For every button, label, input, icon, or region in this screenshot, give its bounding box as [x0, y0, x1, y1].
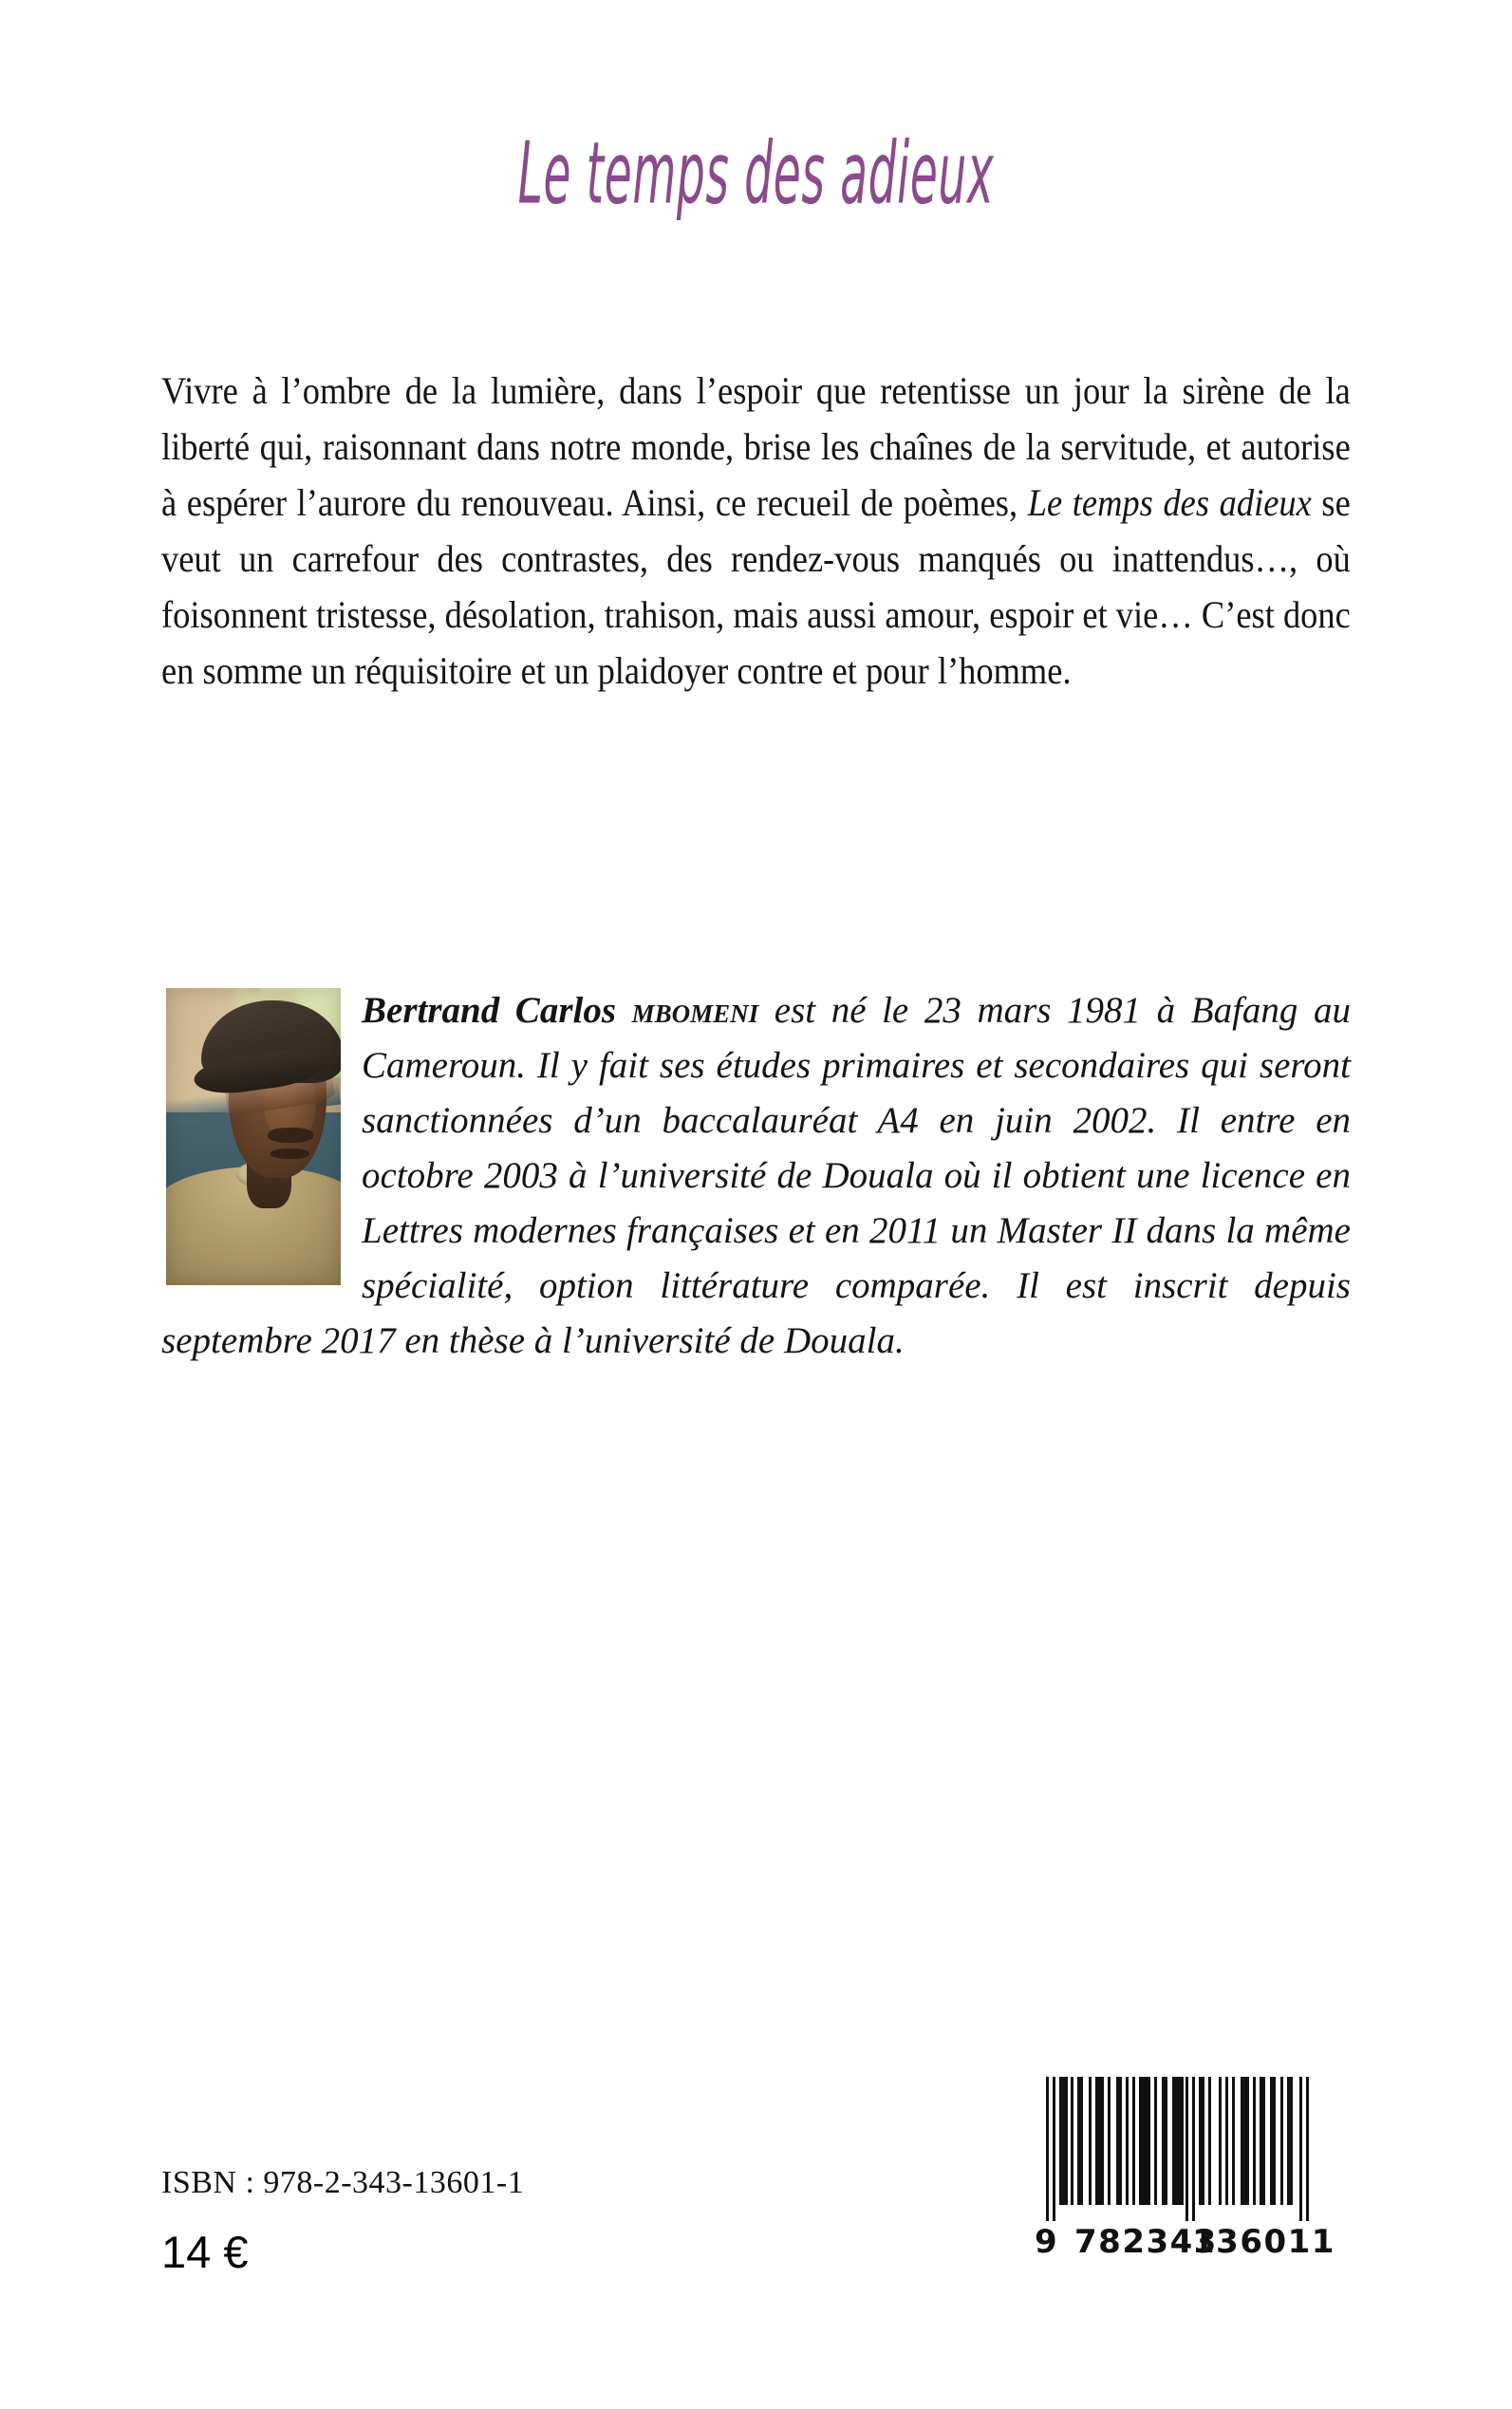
isbn-text: ISBN : 978-2-343-13601-1	[161, 2165, 525, 2200]
author-portrait-photo	[166, 988, 341, 1285]
barcode-digits	[1033, 2219, 1335, 2261]
barcode-right-group: 136011	[1192, 2223, 1335, 2261]
photo-vignette	[166, 988, 341, 1285]
barcode-left-group: 782343	[1074, 2223, 1218, 2261]
author-surname: mbomeni	[631, 990, 759, 1031]
ean13-barcode	[1033, 2077, 1335, 2263]
author-bio-body: est né le 23 mars 1981 à Bafang au Cameroun. Il y fait ses études primaires et secondaires qui seront sanctionnées d’un baccalauréat A4 en juin 2002. Il entre en octobre 2003 à l’université de Douala où il obtient une licence en Lettres modernes françaises et en 2011 un Master II dans la même spécialité, option littérature comparée. Il est inscrit depuis septembre 2017 en thèse à l’université de Douala.	[161, 990, 1352, 1361]
author-biography-block	[161, 983, 1351, 1369]
blurb-part-2: se veut un carrefour des contrastes, des rendez-vous manqués ou inattendus…, où foisonnent tristesse, désolation, trahison, mais aussi amour, espoir et vie… C’est donc en somme un réquisitoire et un plaidoyer contre et pour l’homme.	[161, 481, 1351, 692]
blurb-paragraph	[161, 363, 1351, 699]
barcode-lead-digit: 9	[1035, 2223, 1059, 2261]
author-first-names: Bertrand Carlos	[362, 990, 617, 1031]
page-title: Le temps des adieux	[517, 122, 995, 223]
blurb-part-1: Vivre à l’ombre de la lumière, dans l’espoir que retentisse un jour la sirène de la liberté qui, raisonnant dans notre monde, brise les chaînes de la servitude, et autorise à espérer l’aurore du renouveau. Ainsi, ce recueil de poèmes,	[161, 369, 1351, 524]
blurb-title-italic: Le temps des adieux	[1027, 481, 1312, 524]
barcode-bars	[1033, 2077, 1322, 2221]
price-text: 14 €	[161, 2227, 249, 2277]
